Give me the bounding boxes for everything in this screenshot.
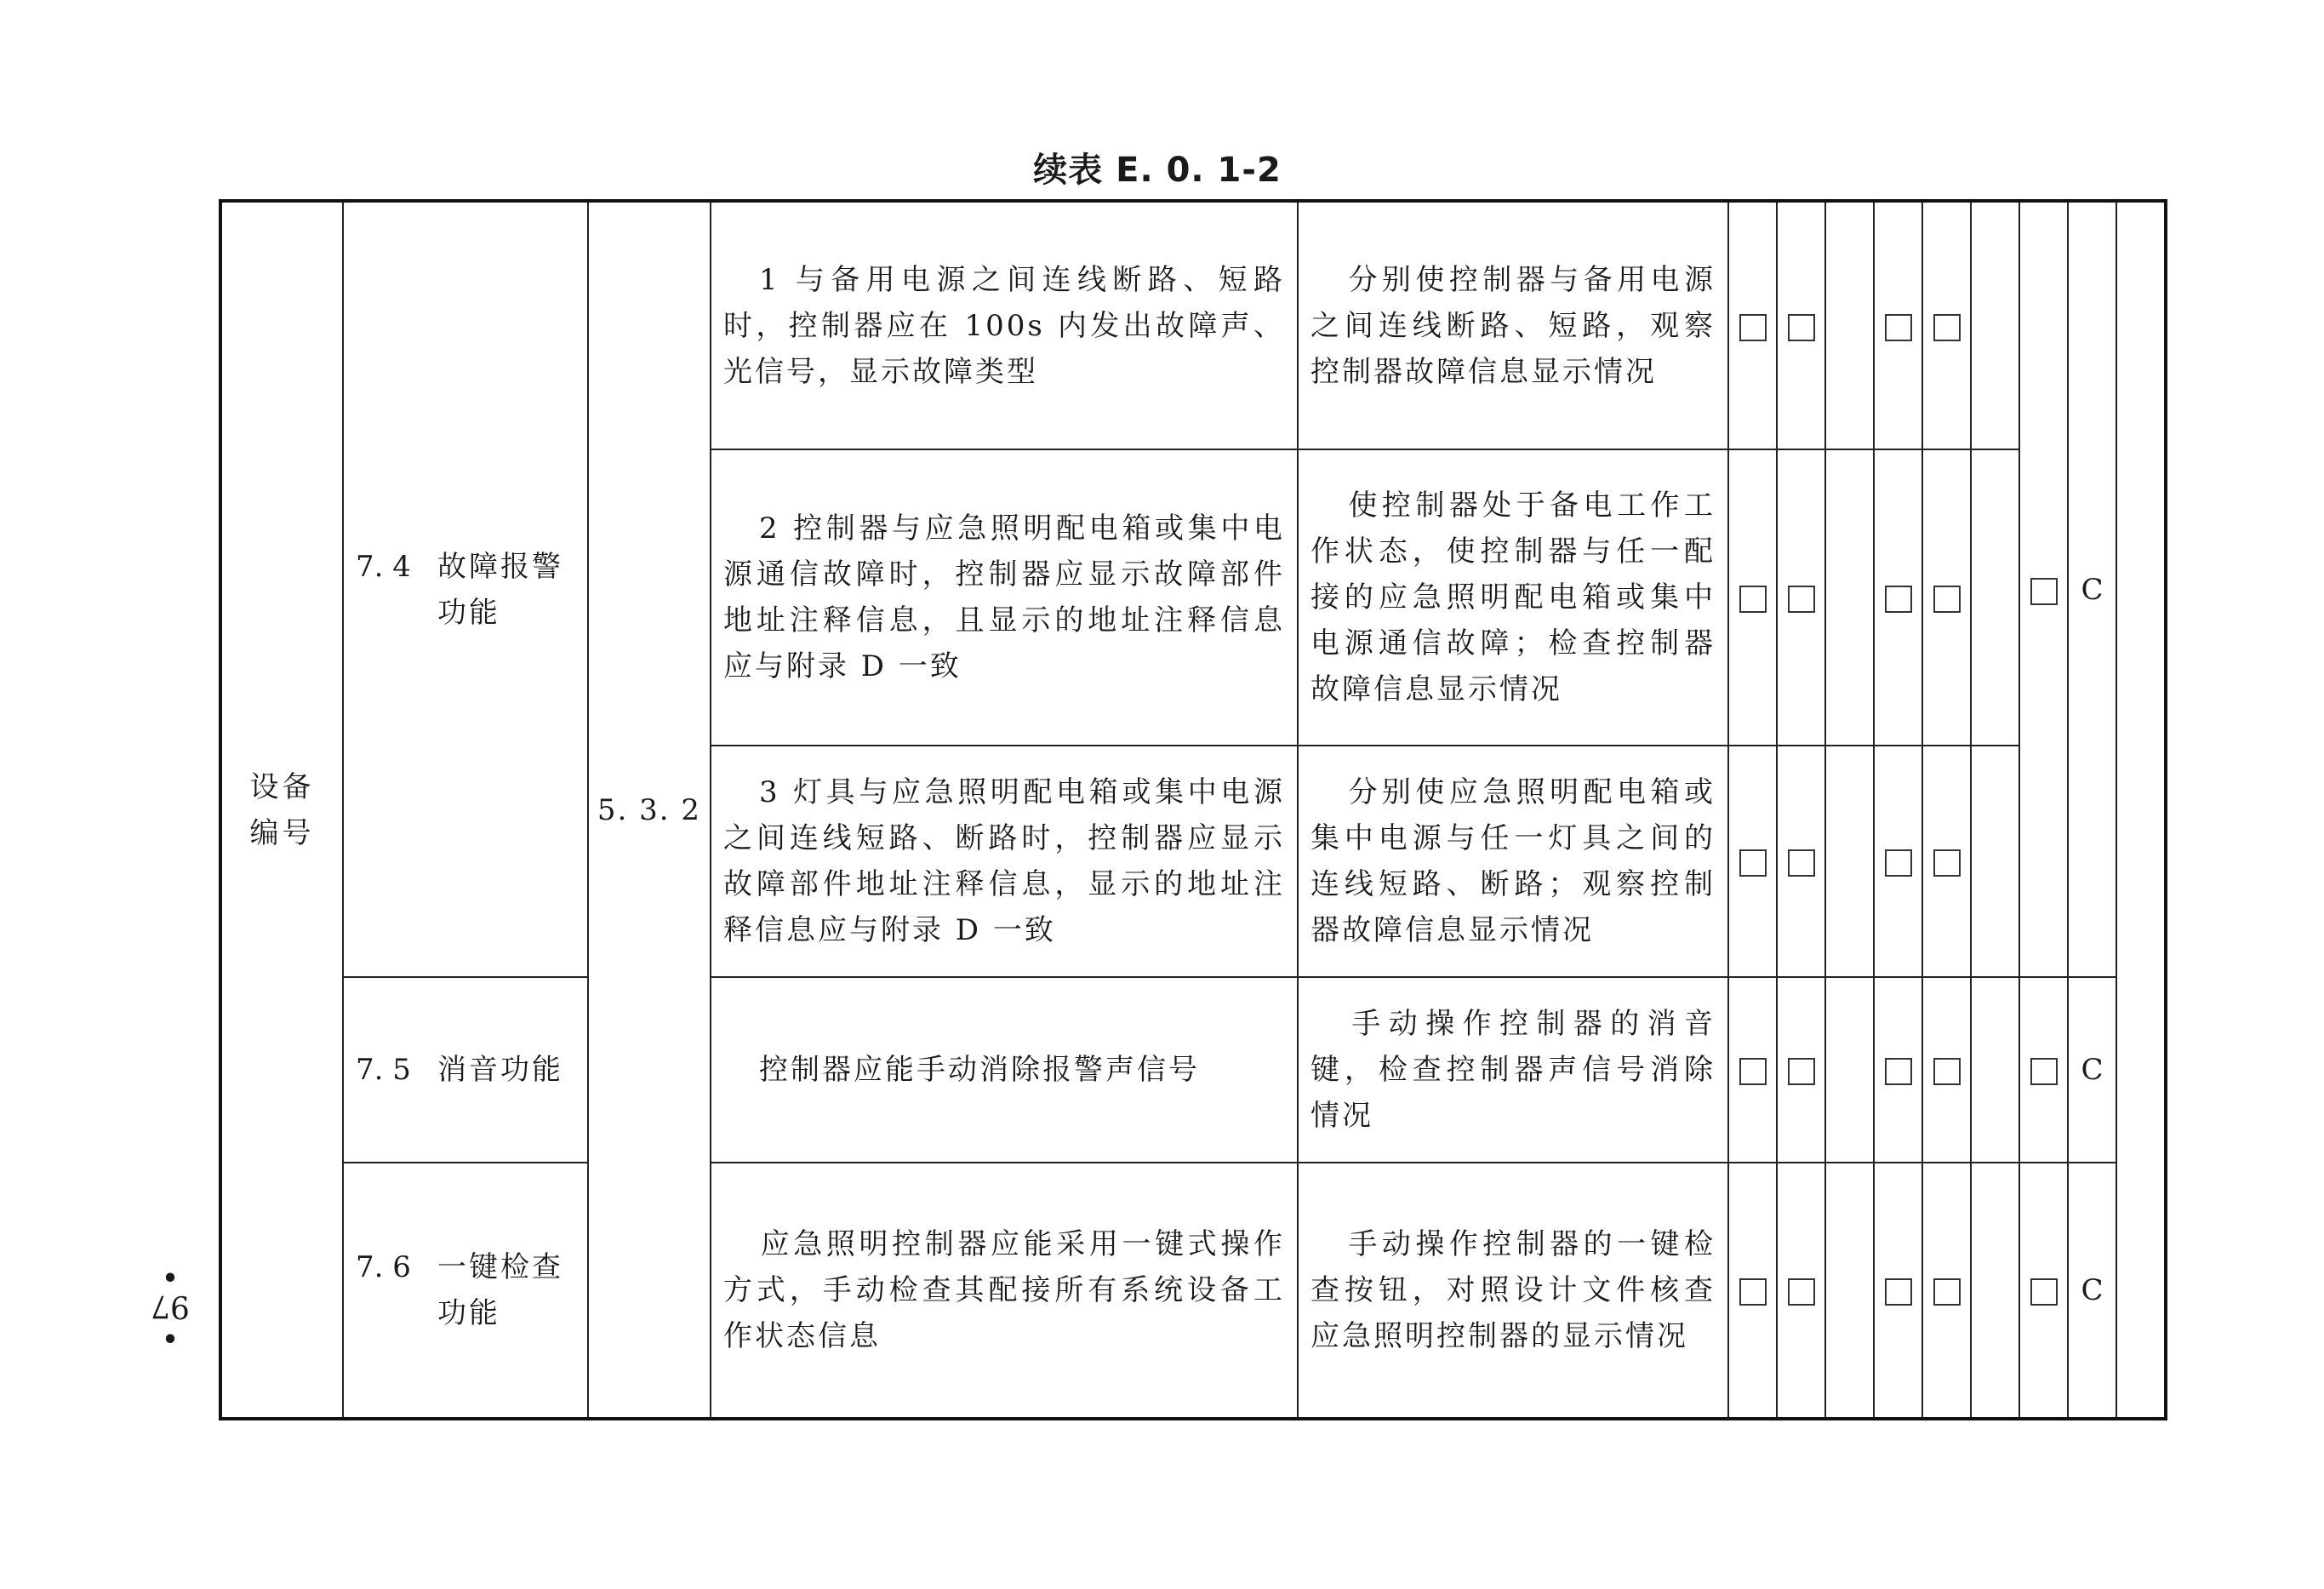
check-cell[interactable] [1922, 977, 1971, 1163]
blank-cell [1971, 201, 2019, 449]
requirement-cell: 应急照明控制器应能采用一键式操作方式，手动检查其配接所有系统设备工作状态信息 [711, 1163, 1298, 1419]
check-cell[interactable] [1874, 449, 1922, 746]
method-cell: 手动操作控制器的消音键，检查控制器声信号消除情况 [1298, 977, 1728, 1163]
blank-cell [1825, 977, 1874, 1163]
item-number: 7. 4 [356, 549, 411, 584]
blank-cell [1971, 746, 2019, 977]
check-cell[interactable] [1922, 746, 1971, 977]
item-cell-7-5 [343, 977, 588, 1163]
check-cell[interactable] [2019, 201, 2068, 977]
check-cell[interactable] [1728, 1163, 1777, 1419]
checkbox[interactable] [2030, 578, 2058, 605]
checkbox[interactable] [1885, 314, 1912, 341]
check-cell[interactable] [2019, 977, 2068, 1163]
check-cell[interactable] [1874, 201, 1922, 449]
checkbox[interactable] [1739, 314, 1767, 341]
item-number: 7. 5 [356, 1053, 411, 1087]
grade-cell: C [2068, 1163, 2116, 1419]
checkbox[interactable] [1885, 1278, 1912, 1306]
requirement-cell: 3 灯具与应急照明配电箱或集中电源之间连线短路、断路时，控制器应显示故障部件地址注释信息，显示的地址注释信息应与附录 D 一致 [711, 746, 1298, 977]
blank-cell [1971, 1163, 2019, 1419]
checkbox[interactable] [1885, 849, 1912, 877]
check-cell[interactable] [1728, 977, 1777, 1163]
blank-cell [1971, 449, 2019, 746]
grade-cell: C [2068, 201, 2116, 977]
check-cell[interactable] [1777, 1163, 1825, 1419]
check-cell[interactable] [1777, 746, 1825, 977]
method-cell: 分别使控制器与备用电源之间连线断路、短路，观察控制器故障信息显示情况 [1298, 201, 1728, 449]
checkbox[interactable] [1739, 849, 1767, 877]
table-row [220, 1163, 2166, 1419]
blank-cell [1825, 1163, 1874, 1419]
blank-cell [1971, 977, 2019, 1163]
checkbox[interactable] [1933, 1058, 1961, 1085]
blank-cell [1825, 746, 1874, 977]
checkbox[interactable] [2030, 1278, 2058, 1306]
check-cell[interactable] [1728, 201, 1777, 449]
checkbox[interactable] [1788, 586, 1815, 613]
method-cell: 分别使应急照明配电箱或集中电源与任一灯具之间的连线短路、断路；观察控制器故障信息显示情况 [1298, 746, 1728, 977]
item-name: 故障报警功能 [437, 549, 563, 630]
checkbox[interactable] [1885, 586, 1912, 613]
method-cell: 手动操作控制器的一键检查按钮，对照设计文件核查应急照明控制器的显示情况 [1298, 1163, 1728, 1419]
checkbox[interactable] [1788, 849, 1815, 877]
item-cell-7-6 [343, 1163, 588, 1419]
table-row [220, 201, 2166, 449]
blank-cell [1825, 449, 1874, 746]
item-name: 一键检查功能 [437, 1250, 563, 1330]
table-row [220, 977, 2166, 1163]
checkbox[interactable] [1739, 1058, 1767, 1085]
requirement-cell: 1 与备用电源之间连线断路、短路时，控制器应在 100s 内发出故障声、光信号，显示故障类型 [711, 201, 1298, 449]
method-cell: 使控制器处于备电工作工作状态，使控制器与任一配接的应急照明配电箱或集中电源通信故障；检查控制器故障信息显示情况 [1298, 449, 1728, 746]
checkbox[interactable] [1788, 1058, 1815, 1085]
item-cell-7-4 [343, 201, 588, 977]
checkbox[interactable] [1885, 1058, 1912, 1085]
table-caption: 续表 E. 0. 1-2 [1033, 151, 1282, 190]
check-cell[interactable] [1874, 746, 1922, 977]
check-cell[interactable] [1777, 449, 1825, 746]
checkbox[interactable] [1933, 586, 1961, 613]
check-cell[interactable] [1922, 201, 1971, 449]
checkbox[interactable] [1788, 314, 1815, 341]
check-cell[interactable] [1874, 977, 1922, 1163]
checkbox[interactable] [1933, 849, 1961, 877]
blank-cell [2116, 201, 2166, 1419]
category-cell: 设备 编号 [220, 201, 343, 1419]
checkbox[interactable] [1788, 1278, 1815, 1306]
check-cell[interactable] [1777, 977, 1825, 1163]
check-cell[interactable] [1922, 1163, 1971, 1419]
check-cell[interactable] [1728, 746, 1777, 977]
requirement-cell: 2 控制器与应急照明配电箱或集中电源通信故障时，控制器应显示故障部件地址注释信息，且显示的地址注释信息应与附录 D 一致 [711, 449, 1298, 746]
page-number: • 97 • [151, 1258, 190, 1354]
check-cell[interactable] [1874, 1163, 1922, 1419]
check-cell[interactable] [2019, 1163, 2068, 1419]
checkbox[interactable] [2030, 1058, 2058, 1085]
checkbox[interactable] [1933, 314, 1961, 341]
blank-cell [1825, 201, 1874, 449]
checkbox[interactable] [1739, 586, 1767, 613]
checkbox[interactable] [1933, 1278, 1961, 1306]
check-cell[interactable] [1728, 449, 1777, 746]
check-cell[interactable] [1777, 201, 1825, 449]
grade-cell: C [2068, 977, 2116, 1163]
inspection-table [219, 199, 2167, 1420]
clause-cell: 5. 3. 2 [588, 201, 711, 1419]
item-name: 消音功能 [437, 1053, 563, 1087]
checkbox[interactable] [1739, 1278, 1767, 1306]
requirement-cell: 控制器应能手动消除报警声信号 [711, 977, 1298, 1163]
item-number: 7. 6 [356, 1250, 411, 1284]
check-cell[interactable] [1922, 449, 1971, 746]
